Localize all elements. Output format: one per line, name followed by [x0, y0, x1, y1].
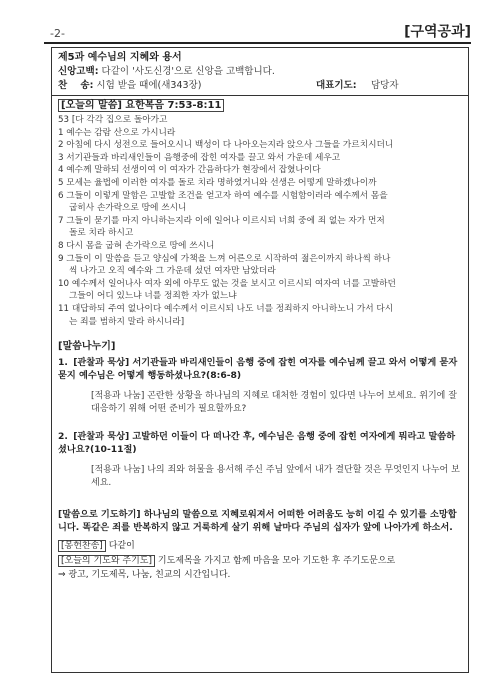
question-2: [58, 430, 462, 456]
closing-prayer-label: [오늘의 기도와 주기도]: [58, 555, 155, 567]
closing-prayer-text: 기도제목을 가지고 함께 마음을 모아 기도한 후 주기도문으로: [157, 556, 396, 567]
question-label: [관찰과 묵상]: [73, 431, 130, 443]
lesson-content: [58, 51, 462, 582]
confession-row: [58, 65, 462, 79]
verse-line: 8 다시 몸을 굽혀 손가락으로 땅에 쓰시니: [58, 240, 215, 251]
application-label: [적용과 나눔]: [91, 391, 145, 402]
offering-hymn-label: [봉헌찬송]: [58, 540, 106, 552]
rep-prayer-label: 대표기도:: [316, 80, 357, 91]
verse-line: 53 [다 각각 집으로 돌아가고: [58, 115, 168, 125]
verse-list: [58, 114, 462, 328]
header-divider: [44, 42, 471, 44]
lesson-title: 제5과 예수님의 지혜와 용서: [58, 52, 182, 63]
prayer-label: [말씀으로 기도하기]: [58, 509, 141, 521]
application-text: 나의 죄와 허물을 용서해 주신 주님 앞에서 내가 결단할 것은 무엇인지 나누어 보세요.: [91, 465, 460, 489]
lesson-frame: [51, 47, 469, 673]
confession-label: 신앙고백:: [58, 66, 99, 77]
verse-line: 1 예수는 감람 산으로 가시니라: [58, 127, 176, 138]
page-header: [0, 0, 501, 46]
verse-line: 4 예수께 말하되 선생이여 이 여자가 간음하다가 현장에서 잡혔나이다: [58, 165, 321, 176]
question-number: 1.: [58, 357, 68, 369]
prayer-text: 하나님의 말씀으로 지혜로워져서 어떠한 어려움도 능히 이길 수 있기를 소망합니다. 똑같은 죄를 반복하지 않고 거룩하게 살기 위해 날마다 주님의 십자가 앞에 나아가게 하소서.: [58, 509, 457, 534]
scripture-heading: [오늘의 말씀] 요한복음 7:53-8:11: [58, 99, 462, 113]
question-number: 2.: [58, 431, 68, 443]
offering-hymn-text: 다같이: [108, 541, 135, 552]
application-label: [적용과 나눔]: [91, 465, 145, 476]
verse-line: 2 아침에 다시 성전으로 들어오시니 백성이 다 나아오는지라 앉으사 그들을 가르치시더니: [58, 140, 394, 151]
closing-prayer-row: [58, 555, 462, 568]
question-label: [관찰과 묵상]: [73, 357, 130, 369]
application-1: [58, 390, 462, 416]
verse-line: 10 예수께서 일어나사 여자 외에 아무도 없는 것을 보시고 이르시되 여자여 너를 고발하던 그들이 어디 있느냐 너를 정죄한 자가 없느냐: [58, 278, 396, 302]
page-number: -2-: [50, 27, 65, 40]
question-text: 서기관들과 바리새인들이 음행 중에 잡힌 여자를 예수님께 끌고 와서 어떻게 묻자 묻지 예수님은 어떻게 행동하셨나요?(8:6-8): [58, 357, 458, 382]
confession-text: 다같이 '사도신경'으로 신앙을 고백합니다.: [101, 66, 275, 77]
verse-line: 5 모세는 율법에 이러한 여자를 돌로 치라 명하였거니와 선생은 어떻게 말하겠나이까: [58, 177, 377, 188]
verse-line: 11 대답하되 주여 없나이다 예수께서 이르시되 나도 너를 정죄하지 아니하노니 가서 다시 는 죄를 범하지 말라 하시니라]: [58, 303, 394, 327]
rep-prayer-text: 담당자: [371, 80, 399, 91]
hymn-text: 시험 받을 때에(새343장): [96, 80, 202, 91]
section-title: [구역공과]: [404, 24, 471, 40]
application-2: [58, 464, 462, 490]
hymn-row: [58, 79, 462, 93]
prayer-block: [58, 508, 462, 534]
section-divider: [52, 95, 468, 96]
verse-line: 9 그들이 이 말씀을 듣고 양심에 가책을 느껴 어른으로 시작하여 젊은이까지 하나씩 하나 씩 나가고 오직 예수와 그 가운데 섰던 여자만 남았더라: [58, 253, 391, 277]
hymn-label: 찬 송:: [58, 80, 94, 91]
question-text: 고발하던 이들이 다 떠나간 후, 예수님은 음행 중에 잡힌 여자에게 뭐라고 말씀하셨나요?(10-11절): [58, 431, 456, 456]
verse-line: 7 그들이 묻기를 마지 아니하는지라 이에 일어나 이르시되 너희 중에 죄 없는 자가 먼저 돌로 치라 하시고: [58, 215, 385, 239]
question-1: [58, 356, 462, 382]
offering-hymn-row: [58, 540, 462, 553]
sharing-heading: [말씀나누기]: [58, 341, 116, 353]
announcement-line: ⇒ 광고, 기도제목, 나눔, 친교의 시간입니다.: [58, 570, 231, 581]
verse-line: 3 서기관들과 바리새인들이 음행중에 잡힌 여자를 끌고 와서 가운데 세우고: [58, 152, 341, 163]
verse-line: 6 그들이 이렇게 말함은 고발할 조건을 얻고자 하여 예수를 시험함이러라 예수께서 몸을 굽히사 손가락으로 땅에 쓰시니: [58, 190, 388, 214]
application-text: 곤란한 상황을 하나님의 지혜로 대처한 경험이 있다면 나누어 보세요. 위기에 잘 대응하기 위해 어떤 준비가 필요할까요?: [91, 391, 457, 415]
